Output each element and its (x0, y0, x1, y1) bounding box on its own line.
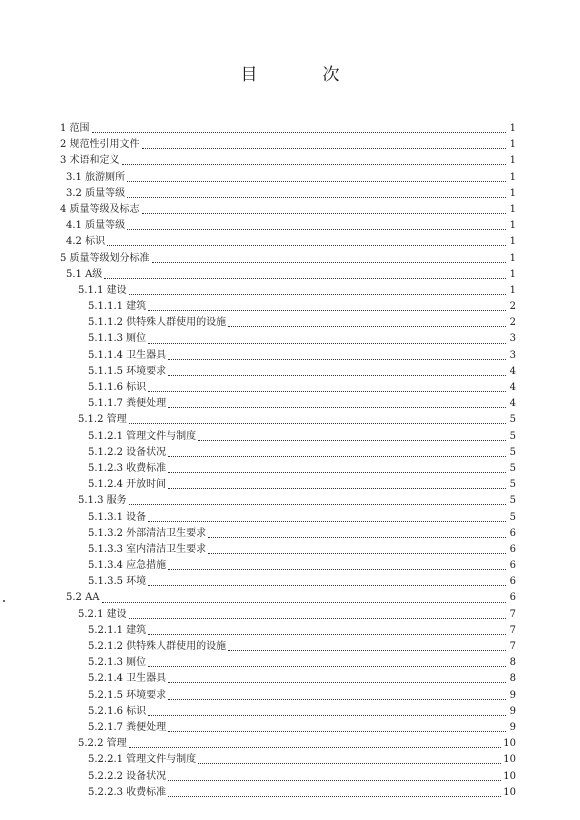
toc-entry-page-number: 7 (509, 641, 516, 652)
toc-entry[interactable] (60, 202, 516, 218)
toc-entry[interactable] (60, 688, 516, 704)
toc-entry-label: 5.2.1.4 卫生器具 (88, 673, 167, 685)
toc-entry-page-number: 9 (509, 721, 516, 733)
toc-leader-dots (168, 358, 506, 360)
toc-entry-page-number: 5 (509, 430, 516, 442)
toc-leader-dots (92, 131, 506, 133)
toc-entry-label: 5.1.1.3 厕位 (88, 333, 147, 345)
toc-entry[interactable] (60, 526, 516, 542)
toc-entry-label: 5.1.1.6 标识 (88, 382, 147, 393)
toc-entry-page-number: 7 (509, 624, 516, 636)
toc-leader-dots (148, 633, 506, 635)
toc-entry-page-number: 5 (509, 511, 516, 523)
toc-leader-dots (102, 601, 506, 603)
toc-leader-dots (168, 730, 506, 732)
toc-entry[interactable] (60, 234, 516, 250)
toc-leader-dots (208, 536, 506, 538)
toc-leader-dots (104, 277, 506, 279)
toc-leader-dots (168, 568, 506, 570)
toc-entry[interactable] (60, 170, 516, 186)
toc-entry-label: 5.2.1.3 厕位 (88, 657, 147, 669)
toc-entry-page-number: 5 (509, 414, 516, 426)
toc-entry-page-number: 8 (509, 657, 516, 669)
toc-entry[interactable] (60, 251, 516, 267)
toc-entry[interactable] (60, 558, 516, 574)
toc-entry[interactable] (60, 299, 516, 315)
toc-entry-page-number: 1 (509, 284, 516, 296)
toc-leader-dots (129, 422, 506, 424)
toc-entry-page-number: 1 (509, 220, 516, 232)
toc-entry-label: 5.2.1.6 标识 (88, 705, 147, 717)
toc-leader-dots (127, 228, 506, 230)
toc-entry-label: 5.1.3.5 环境 (88, 576, 147, 588)
toc-leader-dots (127, 196, 506, 198)
toc-entry-label: 5.2.1.7 粪便处理 (88, 721, 167, 733)
toc-leader-dots (148, 584, 506, 586)
toc-entry[interactable] (60, 396, 516, 412)
toc-entry[interactable] (60, 477, 516, 493)
toc-entry-label: 5.1 A级 (66, 268, 103, 280)
toc-entry-page-number: 6 (509, 543, 516, 555)
toc-entry-page-number: 10 (503, 770, 516, 782)
toc-leader-dots (168, 374, 506, 376)
toc-entry-label: 5 质量等级划分标准 (60, 252, 150, 264)
toc-entry-label: 5.2.2 管理 (78, 738, 127, 750)
toc-entry-page-number: 1 (509, 123, 516, 134)
toc-entry[interactable] (60, 542, 516, 558)
toc-leader-dots (148, 342, 506, 344)
toc-entry-page-number: 1 (509, 139, 516, 151)
toc-leader-dots (168, 795, 501, 797)
toc-entry[interactable] (60, 137, 516, 153)
toc-entry-page-number: 6 (509, 592, 516, 604)
toc-entry[interactable] (60, 121, 516, 137)
toc-leader-dots (127, 180, 506, 182)
toc-entry-page-number: 10 (503, 786, 516, 798)
toc-entry-label: 5.1.1.4 卫生器具 (88, 349, 167, 361)
toc-leader-dots (198, 762, 501, 764)
toc-entry[interactable] (60, 364, 516, 380)
toc-entry-page-number: 2 (509, 317, 516, 329)
toc-leader-dots (129, 503, 506, 505)
toc-entry[interactable] (60, 671, 516, 687)
toc-entry[interactable] (60, 574, 516, 590)
toc-entry-label: 5.2.1.1 建筑 (88, 624, 147, 636)
toc-entry[interactable] (60, 785, 516, 801)
toc-leader-dots (142, 147, 506, 149)
toc-entry-page-number: 4 (509, 398, 516, 410)
toc-entry-page-number: 1 (509, 187, 516, 199)
page-title: 目 次 (240, 65, 364, 85)
toc-entry-label: 5.2.1.2 供特殊人群使用的设施 (88, 641, 227, 652)
toc-entry[interactable] (60, 623, 516, 639)
toc-entry-page-number: 1 (509, 203, 516, 215)
toc-entry-label: 5.1.3.4 应急措施 (88, 560, 167, 572)
toc-leader-dots (148, 665, 506, 667)
toc-entry[interactable] (60, 752, 516, 768)
toc-entry-label: 5.2 AA (66, 592, 100, 604)
toc-entry-label: 4.2 标识 (66, 236, 106, 248)
toc-entry[interactable] (60, 412, 516, 428)
toc-leader-dots (129, 293, 506, 295)
toc-entry-page-number: 10 (503, 754, 516, 766)
toc-entry-label: 5.1.1 建设 (78, 284, 127, 296)
toc-leader-dots (168, 406, 506, 408)
toc-entry-label: 5.1.2.2 设备状况 (88, 446, 167, 458)
toc-leader-dots (122, 163, 506, 165)
toc-entry-label: 3.1 旅游厕所 (66, 171, 126, 183)
toc-entry-label: 2 规范性引用文件 (60, 139, 140, 151)
toc-entry[interactable] (60, 461, 516, 477)
toc-leader-dots (168, 779, 501, 781)
toc-entry[interactable] (60, 704, 516, 720)
toc-entry-page-number: 8 (509, 673, 516, 685)
toc-entry[interactable] (60, 315, 516, 331)
toc-entry-page-number: 9 (509, 689, 516, 701)
toc-entry[interactable] (60, 218, 516, 234)
toc-entry[interactable] (60, 639, 516, 655)
toc-entry-label: 5.1.1.5 环境要求 (88, 365, 167, 377)
scan-speck (3, 600, 5, 602)
toc-entry[interactable] (60, 283, 516, 299)
toc-entry-label: 5.1.3.1 设备 (88, 511, 147, 523)
toc-entry-label: 5.1.1.2 供特殊人群使用的设施 (88, 317, 227, 329)
toc-entry-page-number: 4 (509, 365, 516, 377)
toc-entry[interactable] (60, 736, 516, 752)
toc-leader-dots (208, 552, 506, 554)
toc-entry-page-number: 5 (509, 462, 516, 474)
toc-entry-page-number: 5 (509, 446, 516, 458)
toc-entry-page-number: 3 (509, 349, 516, 361)
toc-entry-page-number: 1 (509, 155, 516, 167)
toc-entry[interactable] (60, 493, 516, 509)
toc-entry[interactable] (60, 510, 516, 526)
toc-leader-dots (148, 390, 506, 392)
toc-leader-dots (198, 439, 506, 441)
toc-entry-label: 4.1 质量等级 (66, 220, 126, 232)
toc-entry[interactable] (60, 429, 516, 445)
toc-entry[interactable] (60, 153, 516, 169)
toc-entry-label: 5.2.1 建设 (78, 608, 127, 620)
toc-entry[interactable] (60, 769, 516, 785)
toc-entry-page-number: 5 (509, 495, 516, 507)
toc-leader-dots (142, 212, 506, 214)
toc-leader-dots (228, 649, 506, 651)
toc-entry-page-number: 10 (503, 738, 516, 750)
toc-leader-dots (168, 698, 506, 700)
toc-entry[interactable] (60, 607, 516, 623)
toc-entry-label: 1 范围 (60, 123, 90, 134)
toc-entry-label: 5.2.1.5 环境要求 (88, 689, 167, 701)
toc-leader-dots (129, 746, 502, 748)
toc-entry-page-number: 6 (509, 576, 516, 588)
toc-entry-page-number: 6 (509, 560, 516, 572)
toc-entry-page-number: 9 (509, 705, 516, 717)
toc-entry[interactable] (60, 445, 516, 461)
toc-entry-label: 5.2.2.2 设备状况 (88, 770, 167, 782)
toc-leader-dots (168, 471, 506, 473)
toc-entry[interactable] (60, 720, 516, 736)
toc-entry-page-number: 6 (509, 527, 516, 539)
toc-leader-dots (129, 617, 506, 619)
toc-entry-label: 5.1.2 管理 (78, 414, 127, 426)
toc-entry[interactable] (60, 331, 516, 347)
table-of-contents (60, 121, 516, 801)
toc-entry-label: 5.2.2.1 管理文件与制度 (88, 754, 197, 766)
toc-entry-page-number: 4 (509, 382, 516, 393)
toc-entry-page-number: 1 (509, 236, 516, 248)
toc-entry-label: 5.1.1.1 建筑 (88, 301, 147, 313)
toc-entry-label: 5.1.2.3 收费标准 (88, 462, 167, 474)
toc-entry-label: 5.1.1.7 粪便处理 (88, 398, 167, 410)
toc-entry-page-number: 1 (509, 171, 516, 183)
toc-entry-label: 5.1.3.2 外部清洁卫生要求 (88, 527, 207, 539)
toc-entry-page-number: 3 (509, 333, 516, 345)
toc-entry-label: 3 术语和定义 (60, 155, 120, 167)
toc-entry-page-number: 1 (509, 252, 516, 264)
toc-entry-label: 5.1.3.3 室内清洁卫生要求 (88, 543, 207, 555)
toc-entry[interactable] (60, 380, 516, 396)
toc-leader-dots (107, 244, 506, 246)
toc-entry-label: 5.1.2.1 管理文件与制度 (88, 430, 197, 442)
toc-entry[interactable] (60, 348, 516, 364)
toc-leader-dots (148, 714, 506, 716)
toc-leader-dots (148, 309, 506, 311)
toc-entry-label: 5.1.3 服务 (78, 495, 127, 507)
toc-leader-dots (148, 520, 506, 522)
toc-leader-dots (168, 455, 506, 457)
toc-entry[interactable] (60, 590, 516, 606)
toc-entry-label: 5.1.2.4 开放时间 (88, 479, 167, 491)
toc-leader-dots (228, 325, 506, 327)
toc-entry[interactable] (60, 186, 516, 202)
toc-entry[interactable] (60, 655, 516, 671)
toc-entry-label: 4 质量等级及标志 (60, 203, 140, 215)
toc-entry-label: 3.2 质量等级 (66, 187, 126, 199)
toc-leader-dots (168, 487, 506, 489)
toc-entry-page-number: 5 (509, 479, 516, 491)
toc-leader-dots (168, 681, 506, 683)
toc-entry[interactable] (60, 267, 516, 283)
toc-entry-page-number: 1 (509, 268, 516, 280)
toc-entry-page-number: 2 (509, 301, 516, 313)
toc-entry-label: 5.2.2.3 收费标准 (88, 786, 167, 798)
toc-entry-page-number: 7 (509, 608, 516, 620)
toc-leader-dots (152, 261, 506, 263)
